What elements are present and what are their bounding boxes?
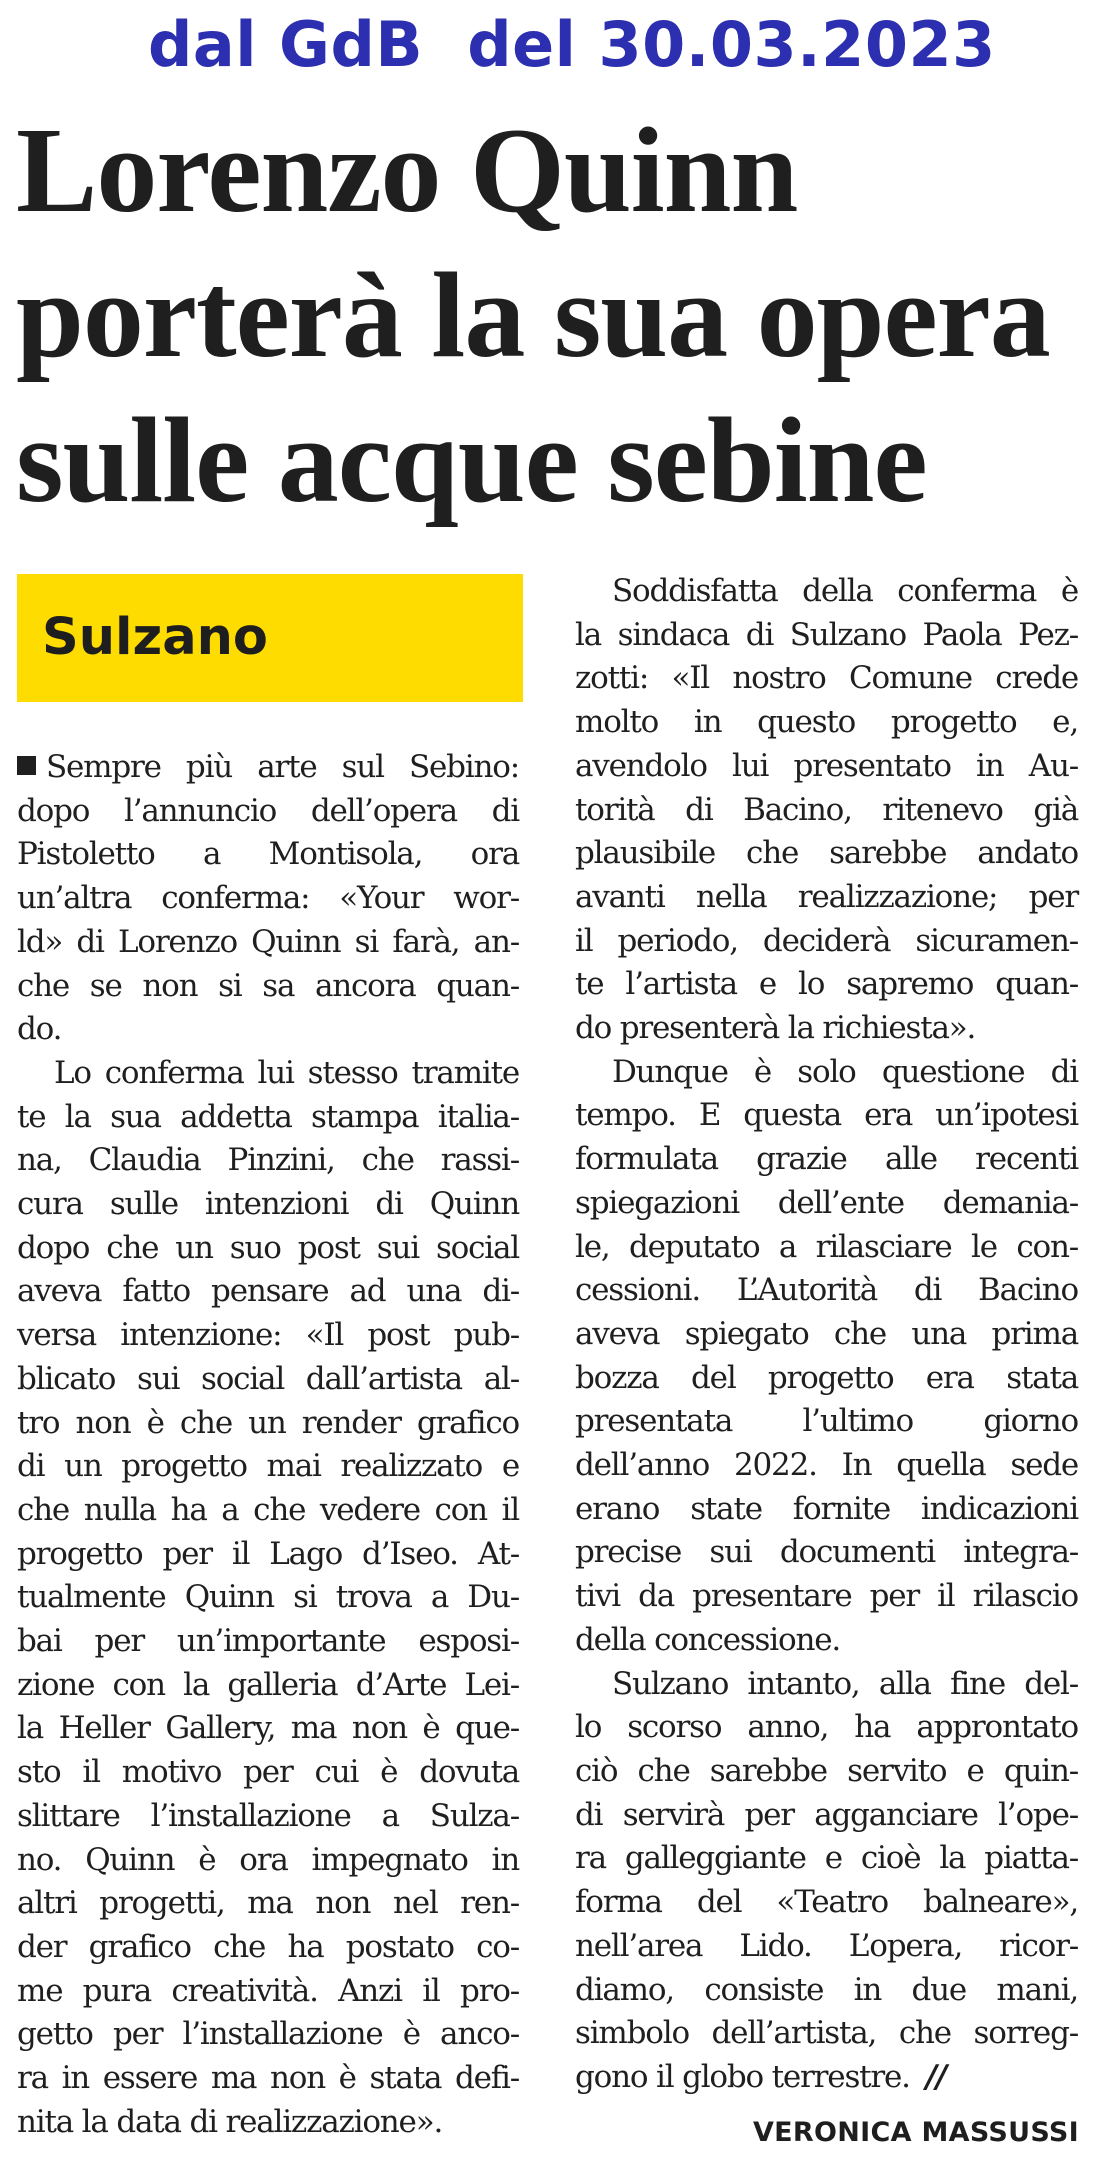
text-line: simbolo dell’artista, che sorreg- (575, 2015, 1078, 2052)
text-line: do. (17, 1011, 62, 1048)
text-line: le, deputato a rilasciare le con- (575, 1228, 1078, 1265)
text-line: Soddisfatta della conferma è (612, 573, 1078, 609)
text-line: cura sulle intenzioni di Quinn (17, 1186, 519, 1223)
text-line: do presenterà la richiesta». (575, 1010, 976, 1047)
headline-line: Lorenzo Quinn (16, 103, 798, 238)
text-line: ld» di Lorenzo Quinn si farà, an- (17, 923, 519, 960)
text-line: te la sua addetta stampa italia- (17, 1098, 519, 1135)
text-line: slittare l’installazione a Sulza- (17, 1797, 519, 1834)
text-line: plausibile che sarebbe andato (575, 835, 1078, 872)
text-line: precise sui documenti integra- (575, 1534, 1078, 1571)
source-date-line: dal GdB del 30.03.2023 (148, 8, 996, 81)
text-line: der grafico che ha postato co- (17, 1928, 519, 1965)
text-line: molto in questo progetto e, (575, 704, 1078, 741)
square-bullet-icon (17, 756, 36, 775)
headline-line: sulle acque sebine (16, 393, 927, 528)
text-line: tualmente Quinn si trova a Du- (17, 1579, 519, 1616)
location-kicker-box (17, 574, 523, 702)
text-line: tro non è che un render grafico (17, 1404, 519, 1441)
paragraph (575, 570, 1078, 1051)
text-line: gono il globo terrestre. // (575, 2058, 947, 2095)
text-line: ra in essere ma non è stata defi- (17, 2060, 519, 2097)
text-line: sto il motivo per cui è dovuta (17, 1754, 519, 1791)
text-line: bozza del progetto era stata (575, 1359, 1078, 1396)
paragraph (17, 1052, 519, 2145)
text-line: no. Quinn è ora impegnato in (17, 1841, 519, 1878)
text-line: avendolo lui presentato in Au- (575, 747, 1078, 784)
text-line: spiegazioni dell’ente demania- (575, 1184, 1078, 1221)
text-line: della concessione. (575, 1621, 841, 1658)
right-text-column (575, 570, 1078, 2100)
text-line: che se non si sa ancora quan- (17, 967, 519, 1004)
text-line: il periodo, deciderà sicuramen- (575, 922, 1078, 959)
text-line: Pistoletto a Montisola, ora (17, 836, 519, 873)
left-text-column (17, 746, 519, 2145)
text-line: altri progetti, ma non nel ren- (17, 1885, 519, 1922)
text-line: ciò che sarebbe servito e quin- (575, 1752, 1078, 1789)
text-line: Sulzano intanto, alla fine del- (612, 1665, 1078, 1702)
text-line: aveva spiegato che una prima (575, 1315, 1078, 1352)
text-line: getto per l’installazione è anco- (17, 2016, 519, 2053)
author-byline: VERONICA MASSUSSI (752, 2117, 1079, 2148)
text-line: presentata l’ultimo giorno (575, 1403, 1078, 1440)
text-line: la Heller Gallery, ma non è que- (17, 1710, 519, 1747)
text-line: Sempre più arte sul Sebino: (17, 746, 519, 790)
text-line: dopo l’annuncio dell’opera di (17, 792, 519, 829)
text-line: Dunque è solo questione di (612, 1053, 1078, 1090)
text-line: na, Claudia Pinzini, che rassi- (17, 1142, 519, 1179)
text-line: lo scorso anno, ha approntato (575, 1709, 1078, 1746)
text-line: diamo, consiste in due mani, (575, 1971, 1078, 2008)
text-line: avanti nella realizzazione; per (575, 878, 1078, 915)
text-line: nita la data di realizzazione». (17, 2103, 443, 2140)
text-line: me pura creatività. Anzi il pro- (17, 1972, 519, 2009)
text-line: tempo. E questa era un’ipotesi (575, 1097, 1078, 1134)
text-line: progetto per il Lago d’Iseo. At- (17, 1535, 519, 1572)
text-line: dopo che un suo post sui social (17, 1229, 519, 1266)
text-line: un’altra conferma: «Your wor- (17, 880, 519, 917)
paragraph (575, 1663, 1078, 2100)
text-line: di un progetto mai realizzato e (17, 1448, 519, 1485)
headline-line: porterà la sua opera (16, 248, 1050, 383)
text-line: blicato sui social dall’artista al- (17, 1360, 519, 1397)
text-line: aveva fatto pensare ad una di- (17, 1273, 519, 1310)
text-line: dell’anno 2022. In quella sede (575, 1447, 1078, 1484)
text-line: zione con la galleria d’Arte Lei- (17, 1666, 519, 1703)
end-of-article-mark: // (925, 2058, 947, 2095)
text-line: versa intenzione: «Il post pub- (17, 1317, 519, 1354)
text-line: che nulla ha a che vedere con il (17, 1491, 519, 1528)
text-line: te l’artista e lo sapremo quan- (575, 966, 1078, 1003)
article-headline (16, 98, 1096, 533)
text-line: nell’area Lido. L’opera, ricor- (575, 1927, 1078, 1964)
paragraph (17, 746, 519, 1052)
paragraph (575, 1051, 1078, 1663)
text-line: forma del «Teatro balneare», (575, 1884, 1078, 1921)
text-line: la sindaca di Sulzano Paola Pez- (575, 616, 1078, 653)
text-line: torità di Bacino, ritenevo già (575, 791, 1078, 828)
text-line: ra galleggiante e cioè la piatta- (575, 1840, 1078, 1877)
text-line: formulata grazie alle recenti (575, 1141, 1078, 1178)
location-kicker: Sulzano (42, 608, 268, 667)
text-line: bai per un’importante esposi- (17, 1623, 519, 1660)
text-line: tivi da presentare per il rilascio (575, 1578, 1078, 1615)
text-line: Lo conferma lui stesso tramite (54, 1054, 519, 1091)
text-line: zotti: «Il nostro Comune crede (575, 660, 1078, 697)
text-line: erano state fornite indicazioni (575, 1490, 1078, 1527)
text-line: cessioni. L’Autorità di Bacino (575, 1272, 1078, 1309)
text-line: di servirà per agganciare l’ope- (575, 1796, 1078, 1833)
